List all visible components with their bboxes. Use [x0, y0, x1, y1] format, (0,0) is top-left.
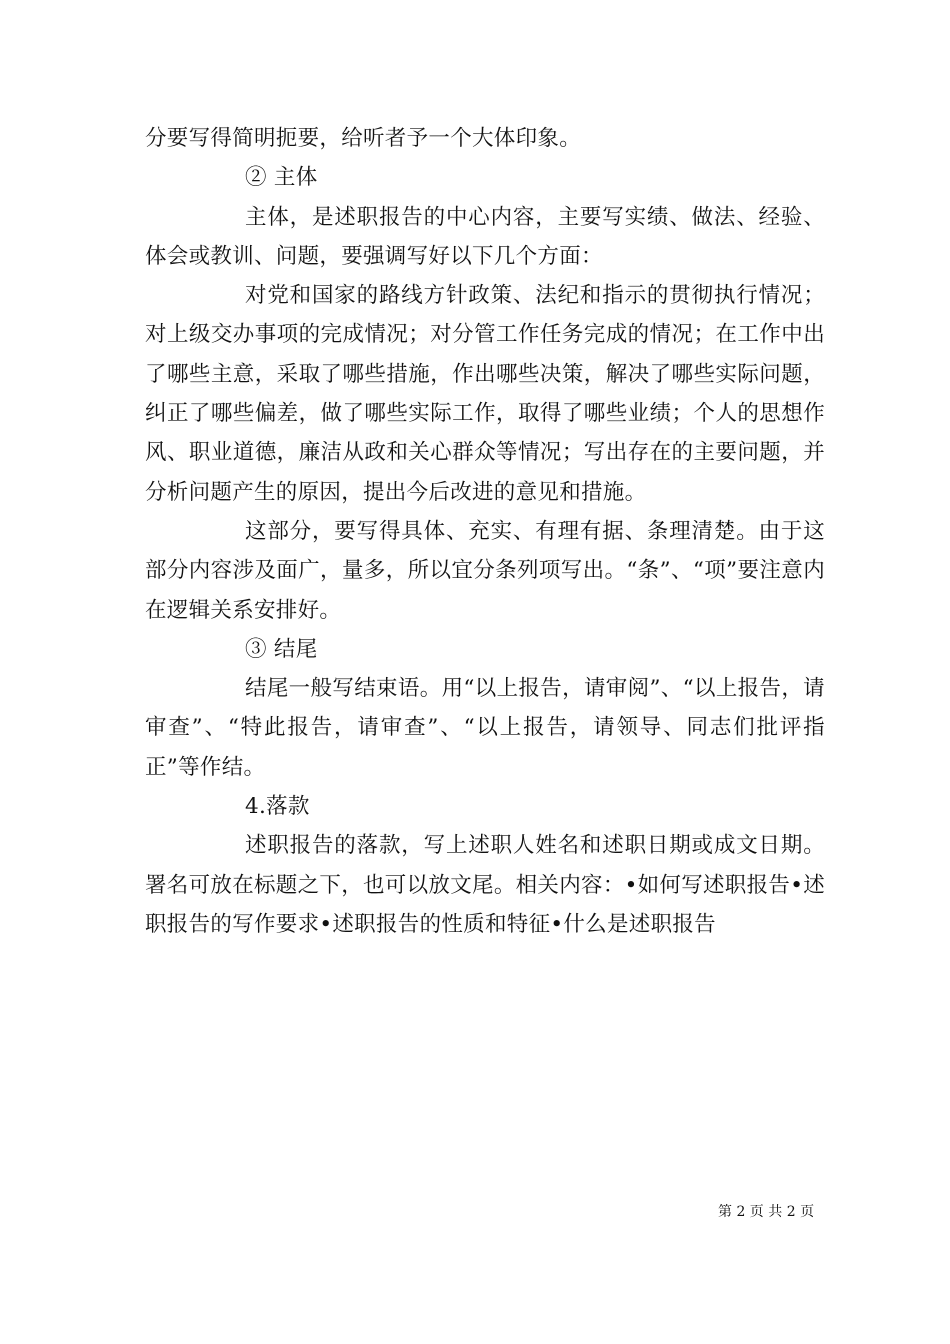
paragraph-ending: 结尾一般写结束语。用“以上报告，请审阅”、“以上报告，请审查”、“特此报告，请审查”、“以上报告，请领导、同志们批评指正”等作结。: [145, 676, 825, 780]
document-body: [145, 119, 825, 944]
heading-signature: 4.落款: [245, 794, 310, 820]
paragraph-main-body-points: 对党和国家的路线方针政策、法纪和指示的贯彻执行情况；对上级交办事项的完成情况；对分管工作任务完成的情况；在工作中出了哪些主意，采取了哪些措施，作出哪些决策，解决了哪些实际问题，纠正了哪些偏差，做了哪些实际工作，取得了哪些业绩；个人的思想作风、职业道德，廉洁从政和关心群众等情况；写出存在的主要问题，并分析问题产生的原因，提出今后改进的意见和措施。: [145, 283, 825, 505]
paragraph-main-body-requirements: 这部分，要写得具体、充实、有理有据、条理清楚。由于这部分内容涉及面广，量多，所以宜分条列项写出。“条”、“项”要注意内在逻辑关系安排好。: [145, 518, 825, 623]
page-number-footer: 第 2 页 共 2 页: [718, 1204, 815, 1220]
paragraph-main-body-intro: 主体，是述职报告的中心内容，主要写实绩、做法、经验、体会或教训、问题，要强调写好以下几个方面：: [145, 204, 825, 269]
paragraph-summary-end: 分要写得简明扼要，给听者予一个大体印象。: [145, 126, 582, 151]
heading-main-body: ② 主体: [245, 165, 318, 191]
heading-ending: ③ 结尾: [245, 636, 318, 662]
paragraph-signature: 述职报告的落款，写上述职人姓名和述职日期或成文日期。署名可放在标题之下，也可以放文尾。相关内容：•如何写述职报告•述职报告的写作要求•述职报告的性质和特征•什么是述职报告: [145, 833, 825, 937]
